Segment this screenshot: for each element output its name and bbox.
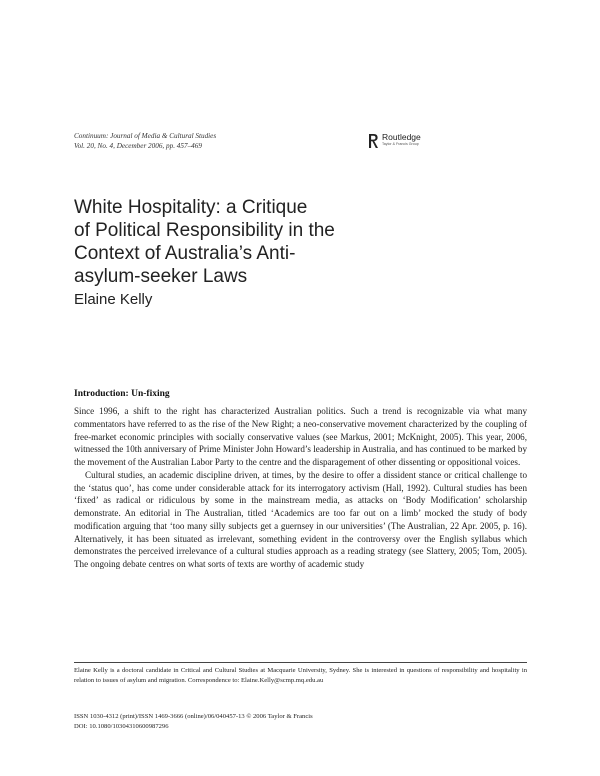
journal-name: Continuum: Journal of Media & Cultural Studies xyxy=(74,132,217,140)
doi-line: DOI: 10.1080/10304310600987296 xyxy=(74,722,169,730)
article-author: Elaine Kelly xyxy=(74,291,153,308)
journal-volume-info: Vol. 20, No. 4, December 2006, pp. 457–469 xyxy=(74,142,202,150)
title-line: of Political Responsibility in the xyxy=(74,220,335,241)
publisher-name: Routledge xyxy=(382,132,421,142)
publisher-logo xyxy=(368,133,448,153)
article-identifiers xyxy=(74,712,527,731)
body-text xyxy=(74,405,527,571)
footnote-divider xyxy=(74,662,527,663)
author-footnote: Elaine Kelly is a doctoral candidate in Critical and Cultural Studies at Macquarie University, Sydney. She is interested in questions of responsibility and hospitality in relation to issues of asylum and migration. Correspondence to: Elaine.Kelly@scmp.mq.edu.au xyxy=(74,667,527,684)
article-title xyxy=(74,196,394,288)
title-line: Context of Australia’s Anti- xyxy=(74,243,296,264)
body-paragraph: Since 1996, a shift to the right has characterized Australian politics. Such a trend is recognizable via what many commentators have referred to as the rise of the New Right; a neo-conservative movement characterized by the coupling of free-market economic principles with socially conservative values (see Markus, 2001; McKnight, 2005). This year, 2006, witnessed the 10th anniversary of Prime Minister John Howard’s leadership in Australia, and has continued to be marked by the movement of the Australian Labor Party to the centre and the disparagement of other dissenting or oppositional voices. xyxy=(74,406,527,467)
issn-line: ISSN 1030-4312 (print)/ISSN 1469-3666 (online)/06/040457-13 © 2006 Taylor & Francis xyxy=(74,713,313,720)
publisher-tagline: Taylor & Francis Group xyxy=(382,141,419,146)
title-line: asylum-seeker Laws xyxy=(74,266,248,287)
body-paragraph: Cultural studies, an academic discipline driven, at times, by the desire to offer a dissident stance or critical challenge to the ‘status quo’, has come under considerable attack for its interrogatory activism (Hall, 1992). Cultural studies has been ‘fixed’ as radical or ridiculous by some in the mainstream media, as attacks on ‘Body Modification’ scholarship demonstrate. An editorial in The Australian, titled ‘Academics are too far out on a limb’ mocked the study of body modification arguing that ‘too many silly subjects get a guernsey in our universities’ (The Australian, 22 Apr. 2005, p. 16). Alternatively, it has been situated as irrelevant, something evident in the controversy over the English syllabus which demonstrates the perceived irrelevance of a cultural studies approach as a reading strategy (see Slattery, 2005; Tom, 2005). The ongoing debate centres on what sorts of texts are worthy of academic study xyxy=(74,469,527,569)
section-heading: Introduction: Un-fixing xyxy=(74,389,170,399)
routledge-r-logo-icon xyxy=(368,133,379,149)
title-line: White Hospitality: a Critique xyxy=(74,197,308,218)
journal-citation xyxy=(74,131,334,151)
